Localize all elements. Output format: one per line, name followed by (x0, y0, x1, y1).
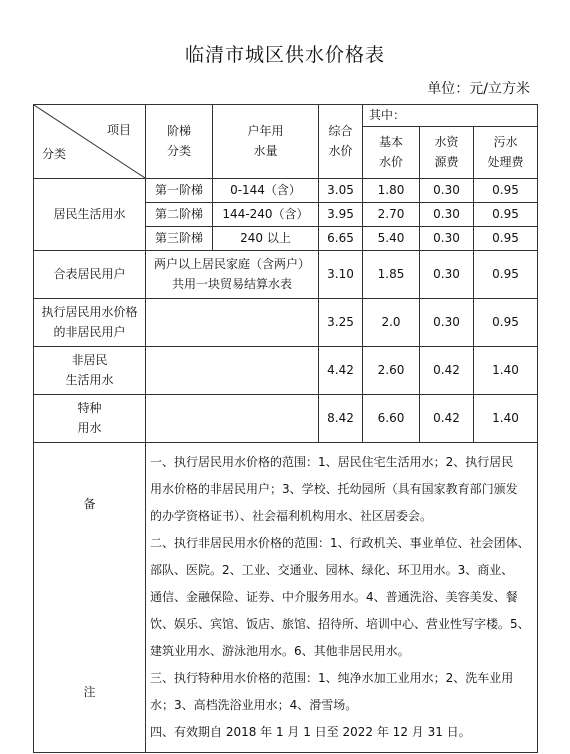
total-cell: 6.65 (319, 227, 363, 251)
page-title: 临清市城区供水价格表 (184, 44, 385, 66)
nonresidential-label: 非居民 生活用水 (34, 347, 146, 395)
total-cell: 3.10 (319, 251, 363, 299)
header-diagonal-cell (34, 105, 146, 179)
tier-cell: 第一阶梯 (146, 179, 213, 203)
basic-cell: 2.70 (363, 203, 420, 227)
header-basic-price: 基本 水价 (363, 127, 420, 179)
resource-cell: 0.30 (420, 251, 474, 299)
total-cell: 3.25 (319, 299, 363, 347)
total-cell: 4.42 (319, 347, 363, 395)
table-row (34, 395, 538, 443)
shared-meter-label: 合表居民用户 (34, 251, 146, 299)
diagonal-line (34, 105, 145, 178)
sewage-cell: 0.95 (474, 227, 538, 251)
header-item: 项目 (106, 123, 131, 137)
sewage-cell: 0.95 (474, 251, 538, 299)
header-tier: 阶梯 分类 (146, 105, 213, 179)
volume-cell: 144-240（含） (213, 203, 319, 227)
table-row (34, 347, 538, 395)
basic-cell: 2.0 (363, 299, 420, 347)
sewage-cell: 1.40 (474, 347, 538, 395)
sewage-cell: 0.95 (474, 299, 538, 347)
special-label: 特种 用水 (34, 395, 146, 443)
empty-cell (146, 299, 319, 347)
sewage-cell: 0.95 (474, 179, 538, 203)
header-resource-fee: 水资 源费 (420, 127, 474, 179)
resource-cell: 0.30 (420, 179, 474, 203)
resource-cell: 0.42 (420, 395, 474, 443)
remarks-row (34, 443, 538, 753)
tier-cell: 第二阶梯 (146, 203, 213, 227)
total-cell: 3.95 (319, 203, 363, 227)
empty-cell (146, 347, 319, 395)
total-cell: 3.05 (319, 179, 363, 203)
resource-cell: 0.30 (420, 299, 474, 347)
resource-cell: 0.30 (420, 203, 474, 227)
header-of-which: 其中： (363, 105, 538, 127)
resource-cell: 0.30 (420, 227, 474, 251)
shared-meter-desc: 两户以上居民家庭（含两户） 共用一块贸易结算水表 (146, 251, 319, 299)
resource-cell: 0.42 (420, 347, 474, 395)
sewage-cell: 1.40 (474, 395, 538, 443)
basic-cell: 1.80 (363, 179, 420, 203)
table-row (34, 179, 538, 203)
header-sewage-fee: 污水 处理费 (474, 127, 538, 179)
table-row (34, 299, 538, 347)
tier-cell: 第三阶梯 (146, 227, 213, 251)
empty-cell (146, 395, 319, 443)
water-price-table (33, 104, 538, 753)
sewage-cell: 0.95 (474, 203, 538, 227)
header-annual-volume: 户年用 水量 (213, 105, 319, 179)
total-cell: 8.42 (319, 395, 363, 443)
basic-cell: 5.40 (363, 227, 420, 251)
volume-cell: 240 以上 (213, 227, 319, 251)
remarks-label: 备 注 (34, 443, 146, 753)
basic-cell: 2.60 (363, 347, 420, 395)
residential-label: 居民生活用水 (34, 179, 146, 251)
basic-cell: 6.60 (363, 395, 420, 443)
nonres-at-res-label: 执行居民用水价格 的非居民用户 (34, 299, 146, 347)
table-row (34, 251, 538, 299)
header-category: 分类 (42, 146, 67, 161)
header-total-price: 综合 水价 (319, 105, 363, 179)
basic-cell: 1.85 (363, 251, 420, 299)
unit-label: 单位：元/立方米 (427, 81, 530, 97)
volume-cell: 0-144（含） (213, 179, 319, 203)
remarks-text: 一、执行居民用水价格的范围：1、居民住宅生活用水；2、执行居民 用水价格的非居民用户；3、学校、托幼园所（具有国家教育部门颁发 的办学资格证书）、社会福利机构用水、社区居委会。 二、执行非居民用水价格的范围：1、行政机关、事业单位、社会团体、 部队、医院。2、工业、交通业、园林、绿化、环卫用水。3、商业、 通信、金融保险、证券、中介服务用水。4、普通洗浴、美容美发、餐 饮、娱乐、宾馆、饭店、旅馆、招待所、培训中心、营业性写字楼。5、 建筑业用水、游泳池用水。6、其他非居民用水。 三、执行特种用水价格的范围：1、纯净水加工业用水；2、洗车业用 水；3、高档洗浴业用水；4、滑雪场。 四、有效期自 2018 年 1 月 1 日至 2022 年 12 月 31 日。 (146, 443, 538, 753)
